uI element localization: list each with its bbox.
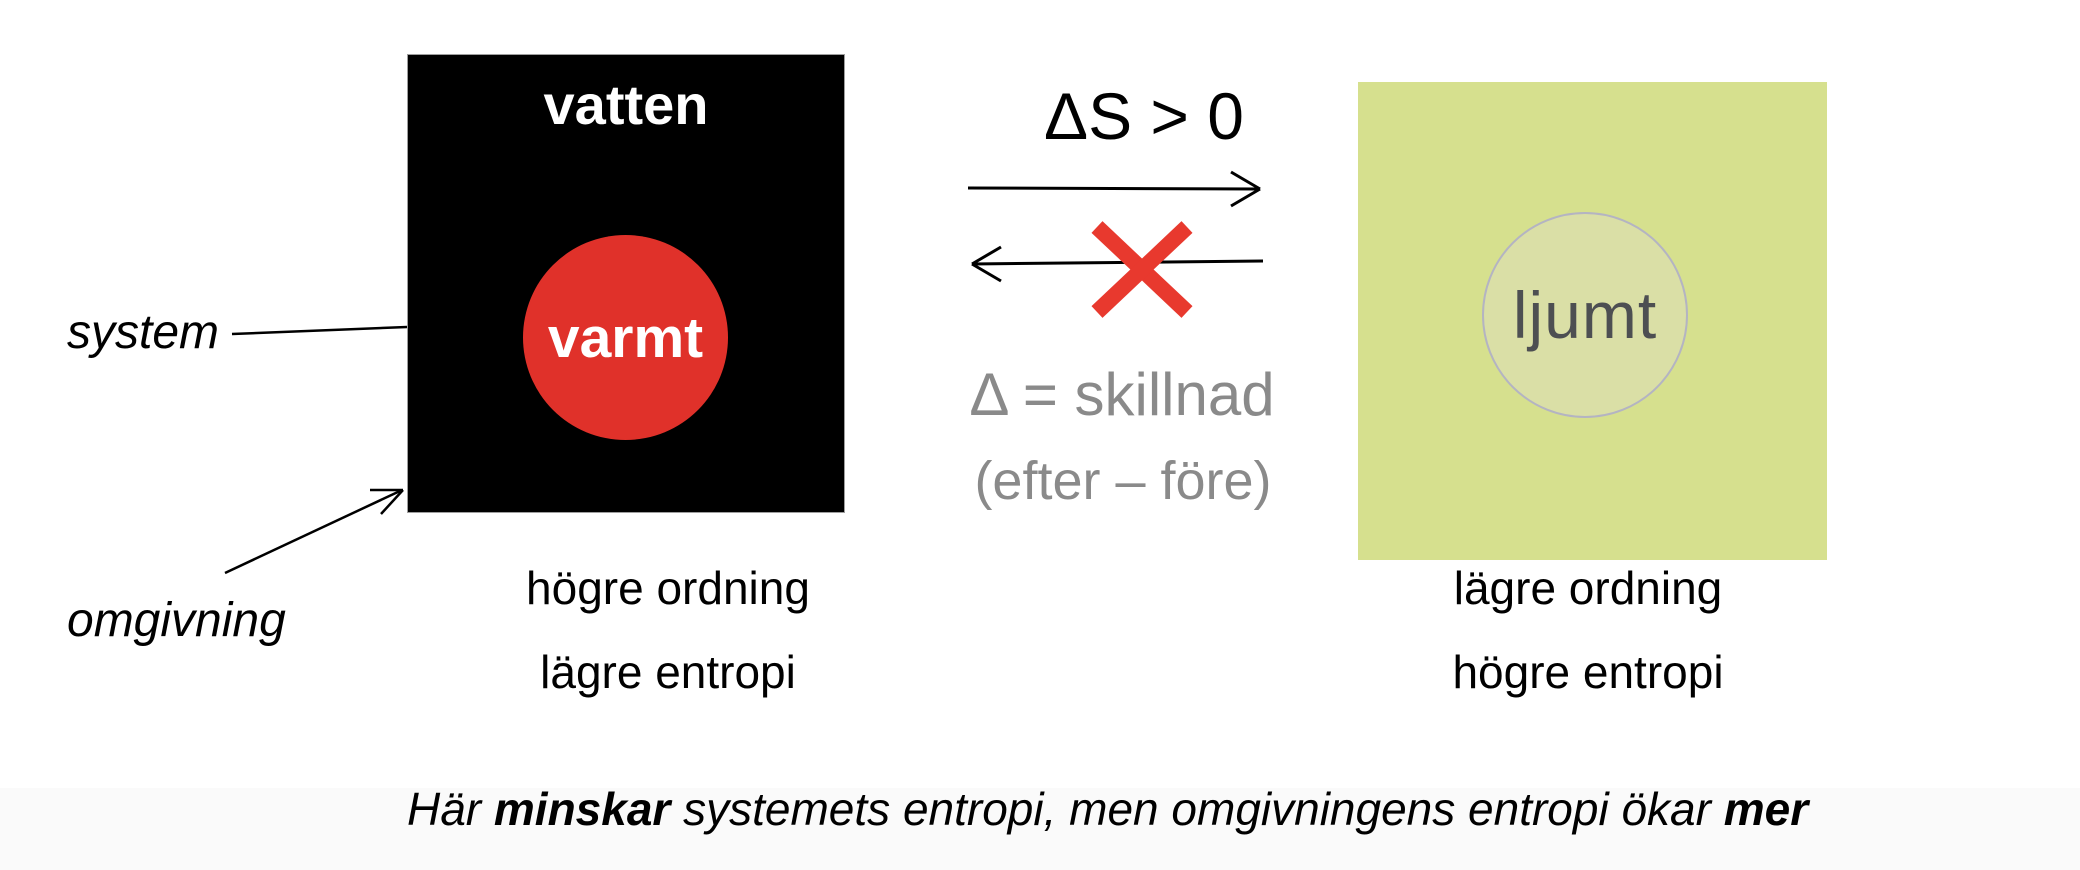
hot-spot-label: varmt bbox=[547, 305, 704, 370]
hot-spot-circle bbox=[523, 235, 728, 440]
forward-arrow bbox=[968, 172, 1260, 206]
surroundings-arrow bbox=[225, 490, 403, 573]
system-annotation-label: system bbox=[67, 306, 220, 359]
delta-s-label: ΔS > 0 bbox=[1043, 79, 1245, 153]
footer-seg3: systemets entropi, men omgivningens entropi ökar bbox=[670, 783, 1724, 835]
surroundings-box bbox=[1358, 82, 1827, 560]
footer-seg2-bold: minskar bbox=[493, 783, 671, 835]
delta-definition-label: Δ = skillnad bbox=[969, 361, 1275, 428]
red-cross-icon bbox=[1097, 227, 1187, 312]
footer-sentence bbox=[407, 782, 2007, 836]
surroundings-caption-order: lägre ordning bbox=[1453, 562, 1723, 614]
lukewarm-spot-label: ljumt bbox=[1512, 278, 1658, 352]
footer-seg4-bold: mer bbox=[1723, 783, 1809, 835]
system-box-title: vatten bbox=[543, 73, 709, 136]
system-caption-order: högre ordning bbox=[526, 562, 810, 614]
reverse-arrow bbox=[972, 247, 1263, 281]
system-box bbox=[407, 54, 845, 513]
delta-definition-paren-label: (efter – före) bbox=[974, 451, 1272, 511]
footer-seg1: Här bbox=[407, 783, 494, 835]
system-connector-line bbox=[232, 327, 407, 334]
surroundings-annotation-label: omgivning bbox=[67, 594, 286, 647]
surroundings-caption-entropy: högre entropi bbox=[1452, 646, 1724, 698]
system-caption-entropy: lägre entropi bbox=[540, 646, 796, 698]
lukewarm-spot-circle bbox=[1482, 212, 1688, 418]
